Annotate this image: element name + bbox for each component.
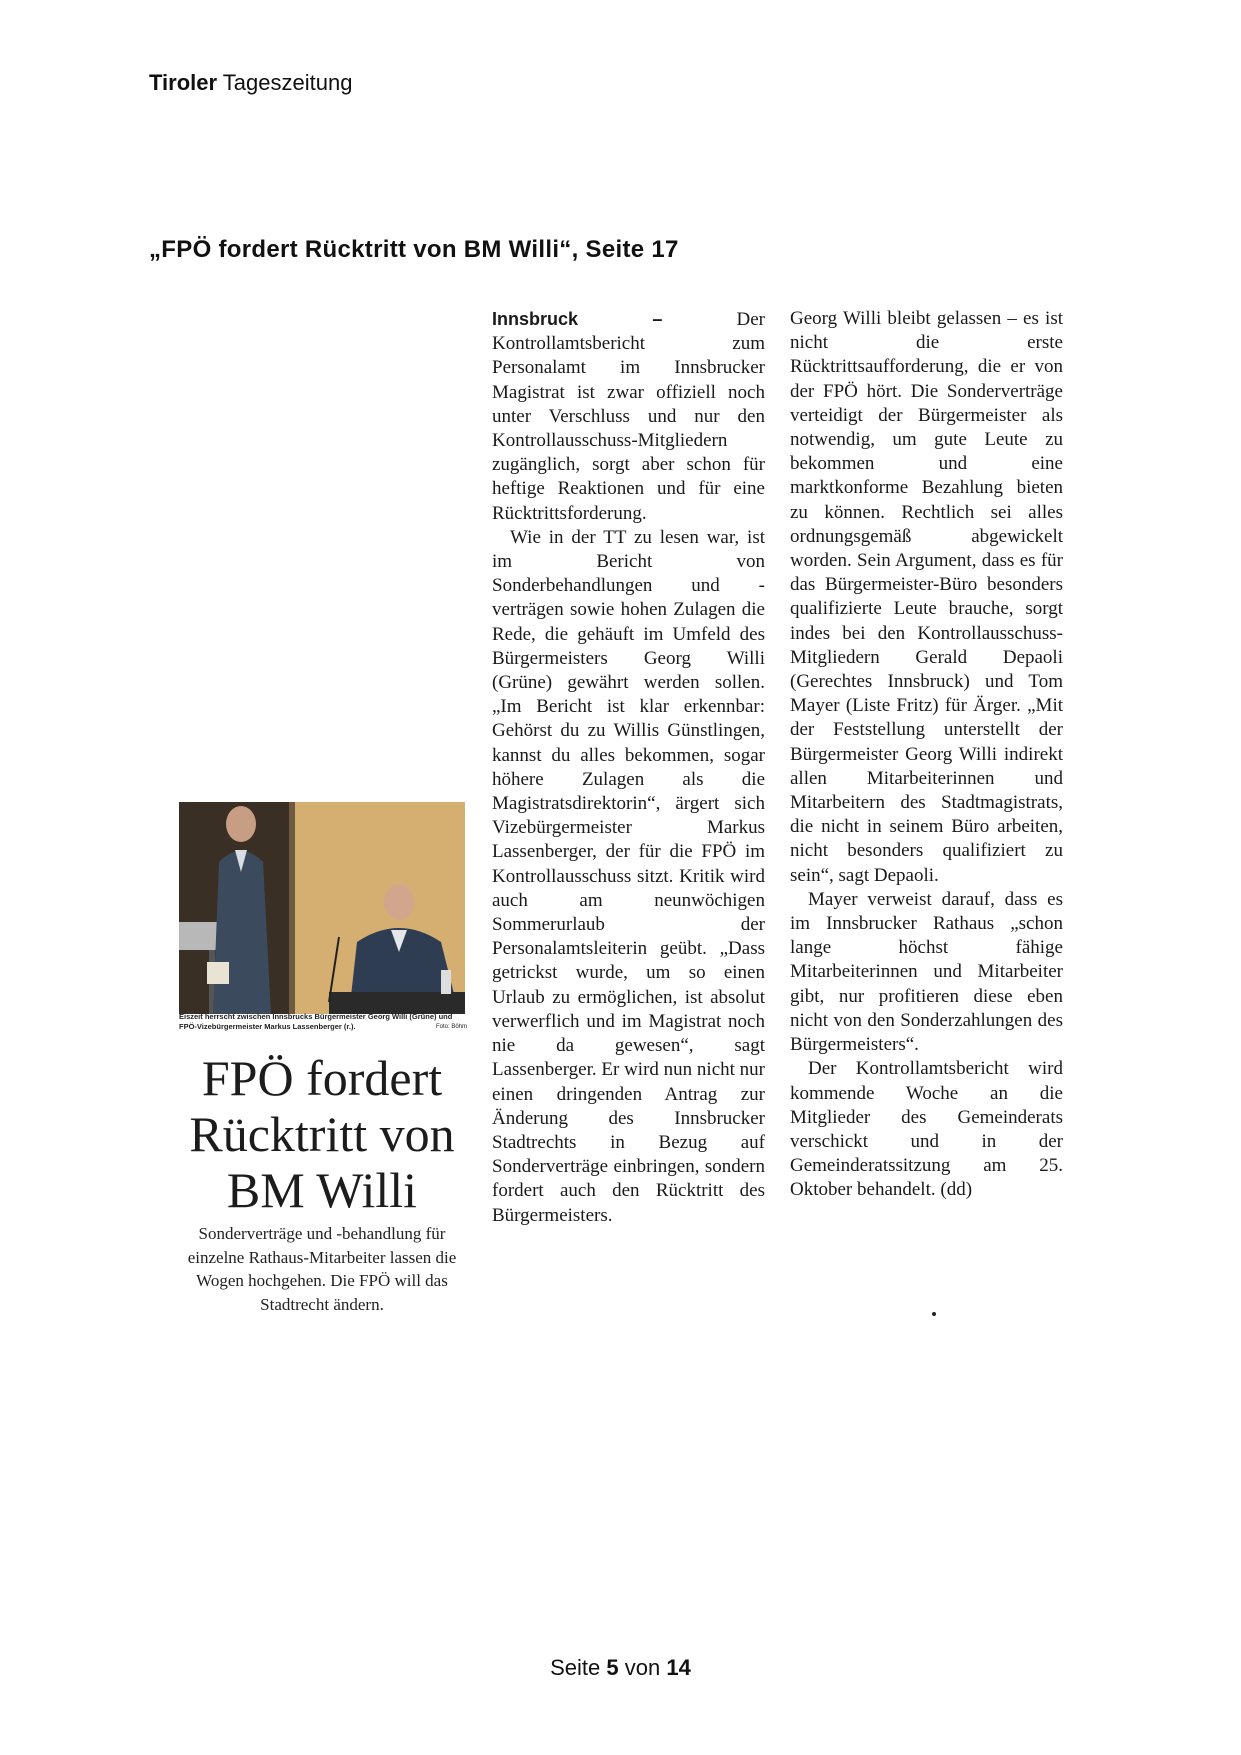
publication-name (149, 70, 352, 96)
page-number (0, 1655, 1241, 1681)
publication-name-bold: Tiroler (149, 70, 218, 95)
photo-caption (179, 1012, 467, 1032)
end-mark (932, 1312, 936, 1316)
paragraph: Der Kontrollamtsbericht wird kommende Woche an die Mitglieder des Gemeinderats verschickt und in der Gemeinderatssitzung am 25. Oktober behandelt. (dd) (790, 1058, 1063, 1201)
photo-illustration (179, 802, 465, 1014)
total-pages: 14 (666, 1655, 691, 1680)
article-headline: FPÖ fordert Rücktritt von BM Willi (189, 1050, 455, 1218)
paragraph: Georg Willi bleibt gelassen – es ist nicht die erste Rücktrittsaufforderung, die er von der FPÖ hört. Die Sonderverträge verteidigt der Bürgermeister als notwendig, um gute Leute zu bekommen und eine marktkonforme Bezahlung bieten zu können. Rechtlich sei alles ordnungsgemäß abgewickelt worden. Sein Argument, dass es für das Bürgermeister-Büro besonders qualifizierte Leute brauche, sorgt indes bei den Kontrollausschuss-Mitgliedern Gerald Depaoli (Gerechtes Innsbruck) und Tom Mayer (Liste Fritz) für Ärger. „Mit der Feststellung unterstellt der Bürgermeister Georg Willi indirekt allen Mitarbeiterinnen und Mitarbeitern des Stadtmagistrats, die nicht in seinem Büro arbeiten, nicht besonders qualifiziert zu sein“, sagt Depaoli. (790, 308, 1063, 886)
page-middle: von (624, 1655, 661, 1680)
article-column-2 (790, 307, 1063, 1203)
dateline: Innsbruck – (492, 309, 663, 329)
photo-credit: Foto: Böhm (435, 1024, 467, 1030)
paragraph: Mayer verweist darauf, dass es im Innsbrucker Rathaus „schon lange höchst fähige Mitarbeiterinnen und Mitarbeiter gibt, nur profitieren diese eben nicht von den Sonderzahlungen des Bürgermeisters“. (790, 888, 1063, 1056)
page-prefix: Seite (550, 1655, 601, 1680)
publication-name-rest: Tageszeitung (222, 70, 353, 95)
photo-caption-text: Eiszeit herrscht zwischen Innsbrucks Bürgermeister Georg Willi (Grüne) und FPÖ-Vizebürgermeister Markus Lassenberger (r.). (179, 1012, 453, 1031)
paragraph-text: Der Kontrollamtsbericht zum Personalamt im Innsbrucker Magistrat ist zwar offiziell noch unter Verschluss und nur den Kontrollausschuss-Mitgliedern zugänglich, sorgt aber schon für heftige Reaktionen und für eine Rücktrittsforderung. (492, 309, 766, 524)
article-reference-title: „FPÖ fordert Rücktritt von BM Willi“, Seite 17 (149, 236, 679, 263)
article-lead: Sonderverträge und -behandlung für einzelne Rathaus-Mitarbeiter lassen die Wogen hochgehen. Die FPÖ will das Stadtrecht ändern. (187, 1224, 457, 1314)
article-photo (179, 802, 465, 1014)
current-page: 5 (606, 1655, 619, 1680)
article-column-1 (492, 307, 765, 1228)
paragraph (492, 307, 765, 526)
paragraph: Wie in der TT zu lesen war, ist im Bericht von Sonderbehandlungen und -verträgen sowie hohen Zulagen die Rede, die gehäuft im Umfeld des Bürgermeisters Georg Willi (Grüne) gewährt werden sollen. „Im Bericht ist klar erkennbar: Gehörst du zu Willis Günstlingen, kannst du alles bekommen, sogar höhere Zulagen als die Magistratsdirektorin“, ärgert sich Vizebürgermeister Markus Lassenberger, der für die FPÖ im Kontrollausschuss sitzt. Kritik wird auch am neunwöchigen Sommerurlaub der Personalamtsleiterin geübt. „Dass getrickst wurde, um so einen Urlaub zu ermöglichen, ist absolut verwerflich und im Magistrat noch nie da gewesen“, sagt Lassenberger. Er wird nun nicht nur einen dringenden Antrag zur Änderung des Innsbrucker Stadtrechts in Bezug auf Sonderverträge einbringen, sondern fordert auch den Rücktritt des Bürgermeisters. (492, 526, 765, 1226)
